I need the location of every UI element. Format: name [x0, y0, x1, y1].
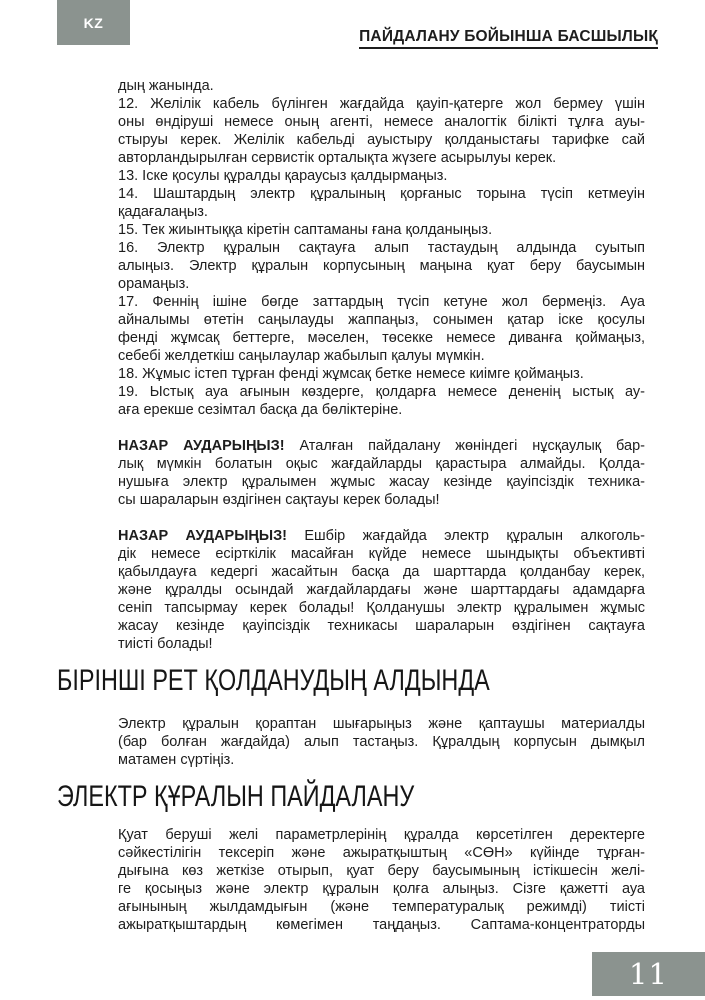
warning-paragraph [118, 527, 645, 653]
text-line: стыруы керек. Желілік кабельді ауыстыру қолданыстағы тарифке сай [118, 132, 645, 148]
body-paragraph [118, 293, 645, 365]
body-paragraph [118, 826, 645, 934]
warning-paragraph [118, 437, 645, 509]
body-paragraph [118, 95, 645, 167]
text-line: дың жанында. [118, 78, 214, 94]
text-line: Қуат беруші желі параметрлерінің құралда көрсетілген деректерге [118, 827, 645, 843]
text-line: авторландырылған сервистік орталықта жүзеге асырылуы керек. [118, 150, 557, 166]
text-line: тиісті болады! [118, 636, 213, 652]
document-header-title: ПАЙДАЛАНУ БОЙЫНША БАСШЫЛЫҚ [359, 28, 658, 49]
text-line: 14. Шаштардың электр құралының қорғаныс торына түсіп кетмеуін [118, 186, 645, 202]
text-line: аға ерекше сезімтал басқа да бөліктеріне. [118, 402, 403, 418]
body-paragraph [118, 221, 645, 239]
text-line: (бар болған жағдайда) алып тастаңыз. Құралдың корпусын дымқыл [118, 734, 645, 750]
text-line: 12. Желілік кабель бүлінген жағдайда қауіп-қатерге жол бермеу үшін [118, 96, 645, 112]
section-heading [57, 781, 645, 813]
text-line: 16. Электр құралын сақтауға алып тастаудың алдында суытып [118, 240, 645, 256]
body-paragraph [118, 77, 645, 95]
text-line: НАЗАР АУДАРЫҢЫЗ! Аталған пайдалану жөніндегі нұсқаулық бар- [118, 438, 645, 454]
text-line: алыңыз. Электр құралын корпусының маңына қуат беру баусымын [118, 258, 645, 274]
text-line: нушыға электр құралымен жұмыс жасау кезінде қауіпсіздік техника- [118, 474, 645, 490]
text-line: ағынының жылдамдығын (және температуралық режимді) тиісті [118, 899, 645, 915]
text-line: матамен сүртіңіз. [118, 752, 235, 768]
body-paragraph [118, 365, 645, 383]
text-line: оны өндіруші немесе оның агенті, немесе аналогтік білікті тұлға ауы- [118, 114, 645, 130]
text-line: 17. Феннің ішіне бөгде заттардың түсіп кетуне жол бермеңіз. Ауа [118, 294, 645, 310]
text-line: сеніп тапсырмау керек болады! Қолданушы электр құралымен жұмыс [118, 600, 645, 616]
text-line: НАЗАР АУДАРЫҢЫЗ! Ешбір жағдайда электр құралын алкоголь- [118, 528, 645, 544]
text-line: орамаңыз. [118, 276, 190, 292]
text-line: айналымы өтетін саңылауды жаппаңыз, сонымен қатар іске қосулы [118, 312, 645, 328]
text-line: 13. Іске қосулы құралды қараусыз қалдырмаңыз. [118, 168, 448, 184]
text-line: фенді жұмсақ беттерге, мәселен, төсекке немесе диванға қоймаңыз, [118, 330, 645, 346]
page-content [57, 77, 645, 934]
warning-lead: НАЗАР АУДАРЫҢЫЗ! [118, 528, 287, 544]
page-number-badge: 11 [592, 952, 705, 996]
text-line: сы шараларын өздігінен сақтауы керек болады! [118, 492, 440, 508]
body-paragraph [118, 185, 645, 221]
text-line: жасау кезінде қауіпсіздік техникасы шараларын өздігінен сақтауға [118, 618, 645, 634]
body-paragraph [118, 715, 645, 769]
text-line: қабылдауға кедергі жасайтын басқа да шарттарда қолданбау керек, [118, 564, 645, 580]
text-line: дік немесе есірткілік масайған күйде немесе шындықты объективті [118, 546, 645, 562]
section-heading [57, 665, 645, 697]
text-line: Электр құралын қораптан шығарыңыз және қаптаушы материалды [118, 716, 645, 732]
body-paragraph [118, 239, 645, 293]
text-line: ажыратқыштардың көмегімен таңдаңыз. Саптама-концентраторды [118, 917, 645, 933]
text-line: 15. Тек жиынтыққа кіретін саптаманы ғана қолданыңыз. [118, 222, 493, 238]
section-heading-text: БІРІНШІ РЕТ ҚОЛДАНУДЫҢ АЛДЫНДА [57, 664, 490, 697]
text-line: дығына көз жеткізе отырып, қуат беру баусымының істікшесін желі- [118, 863, 645, 879]
language-badge: KZ [57, 0, 130, 45]
text-line: және құралды осындай жағдайлардағы және шарттардағы адамдарға [118, 582, 645, 598]
warning-lead: НАЗАР АУДАРЫҢЫЗ! [118, 438, 285, 454]
text-line: ге қосыңыз және электр құралын қолға алыңыз. Сізге қажетті ауа [118, 881, 645, 897]
body-paragraph [118, 167, 645, 185]
text-line: 19. Ыстық ауа ағынын көздерге, қолдарға немесе дененің ыстық ау- [118, 384, 645, 400]
text-line: 18. Жұмыс істеп тұрған фенді жұмсақ бетке немесе киімге қоймаңыз. [118, 366, 584, 382]
text-line: сәйкестілігін тексеріп және ажыратқыштың «СӨН» күйінде тұрған- [118, 845, 645, 861]
text-line: лық мүмкін болатын оқыс жағдайларды қарастыра алмайды. Қолда- [118, 456, 645, 472]
section-heading-text: ЭЛЕКТР ҚҰРАЛЫН ПАЙДАЛАНУ [57, 780, 415, 813]
text-line: қадағалаңыз. [118, 204, 208, 220]
body-paragraph [118, 383, 645, 419]
text-line: себебі желдеткіш саңылаулар жабылып қалуы мүмкін. [118, 348, 485, 364]
